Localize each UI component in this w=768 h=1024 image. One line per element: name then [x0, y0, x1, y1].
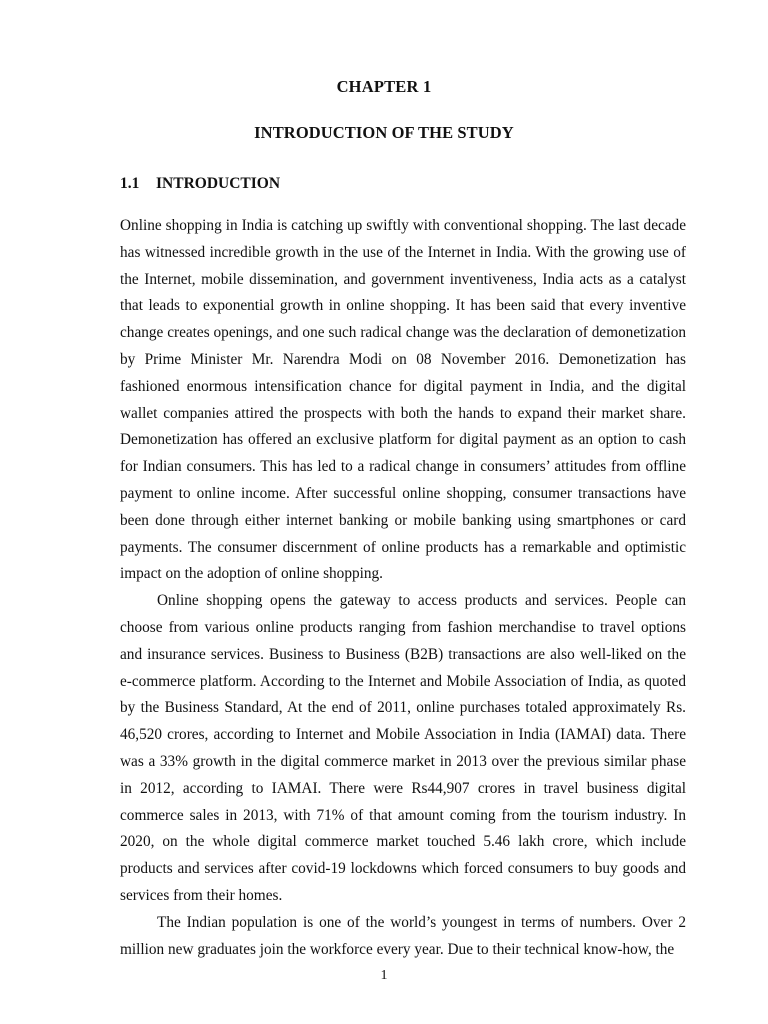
section-heading	[120, 175, 280, 193]
section-title: INTRODUCTION	[156, 175, 281, 192]
paragraph-3: The Indian population is one of the world’s youngest in terms of numbers. Over 2 million new graduates join the workforce every year. Due to their technical know-how, the	[120, 913, 686, 958]
body-text	[120, 213, 686, 963]
chapter-title: INTRODUCTION OF THE STUDY	[254, 123, 514, 142]
page-number: 1	[380, 968, 388, 983]
chapter-label: CHAPTER 1	[336, 77, 432, 96]
paragraph-1: Online shopping in India is catching up swiftly with conventional shopping. The last decade has witnessed incredible growth in the use of the Internet in India. With the growing use of the Internet, mobile dissemination, and government inventiveness, India acts as a catalyst that leads to exponential growth in online shopping. It has been said that every inventive change creates openings, and one such radical change was the declaration of demonetization by Prime Minister Mr. Narendra Modi on 08 November 2016. Demonetization has fashioned enormous intensification chance for digital payment in India, and the digital wallet companies attired the prospects with both the hands to expand their market share. Demonetization has offered an exclusive platform for digital payment as an option to cash for Indian consumers. This has led to a radical change in consumers’ attitudes from offline payment to online income. After successful online shopping, consumer transactions have been done through either internet banking or mobile banking using smartphones or card payments. The consumer discernment of online products has a remarkable and optimistic impact on the adoption of online shopping.	[120, 217, 686, 583]
section-number: 1.1	[120, 175, 140, 192]
paragraph-2: Online shopping opens the gateway to access products and services. People can choose from various online products ranging from fashion merchandise to travel options and insurance services. Business to Business (B2B) transactions are also well-liked on the e-commerce platform. According to the Internet and Mobile Association of India, as quoted by the Business Standard, At the end of 2011, online purchases totaled approximately Rs. 46,520 crores, according to Internet and Mobile Association in India (IAMAI) data. There was a 33% growth in the digital commerce market in 2013 over the previous similar phase in 2012, according to IAMAI. There were Rs44,907 crores in travel business digital commerce sales in 2013, with 71% of that amount coming from the tourism industry. In 2020, on the whole digital commerce market touched 5.46 lakh crore, which include products and services after covid-19 lockdowns which forced consumers to buy goods and services from their homes.	[120, 592, 686, 904]
